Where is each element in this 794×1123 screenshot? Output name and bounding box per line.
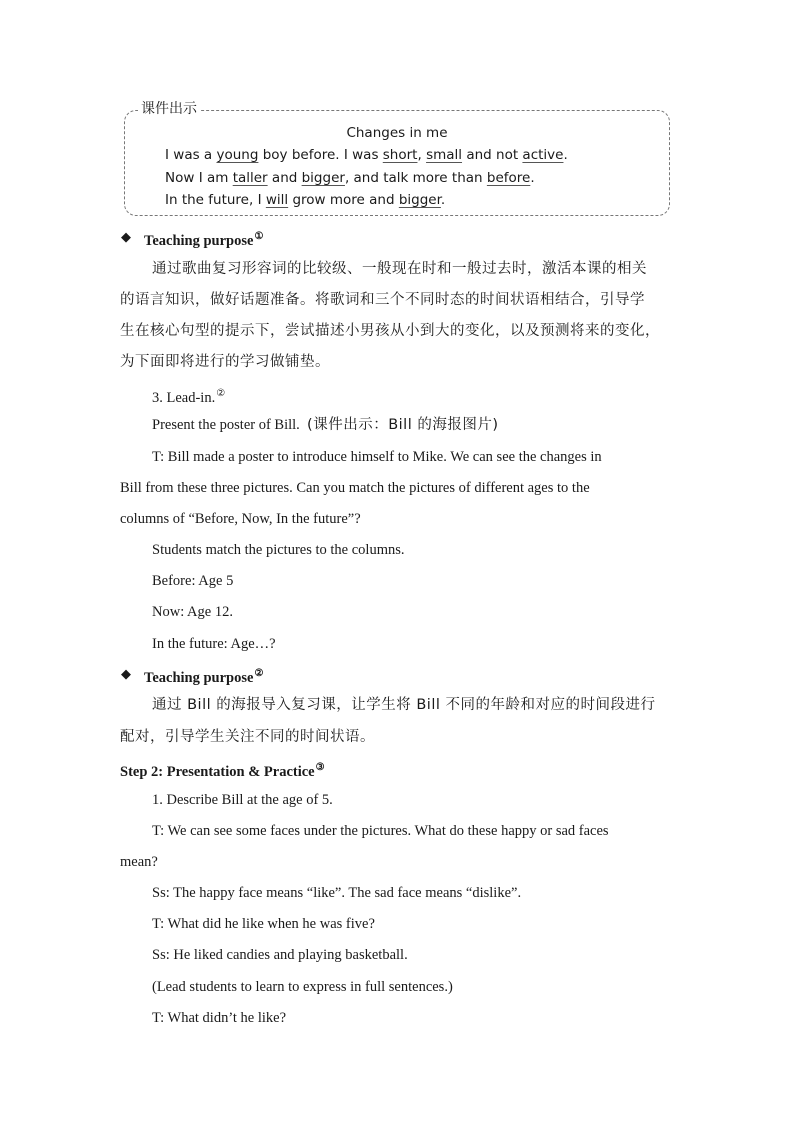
students-match-line: Students match the pictures to the columns. [152,542,405,558]
teacher-line-1: T: Bill made a poster to introduce himself to Mike. We can see the changes in [152,449,602,465]
teaching-purpose-heading-1: Teaching purpose① [144,231,264,249]
teacher-question-like: T: What did he like when he was five? [152,916,375,932]
courseware-title: Changes in me [346,125,448,141]
purpose-2-line-1: 通过 Bill 的海报导入复习课，让学生将 Bill 不同的年龄和对应的时间段进行 [152,697,656,713]
teaching-purpose-heading-2: Teaching purpose② [144,668,264,686]
teacher-question-dislike: T: What didn’t he like? [152,1010,287,1026]
before-age-line: Before: Age 5 [152,573,234,589]
present-poster-line: Present the poster of Bill. (课件出示：Bill 的海报图片) [152,417,499,433]
song-line-2: Now I am taller and bigger, and talk more than before. [165,170,535,186]
purpose-2-line-2: 配对，引导学生关注不同的时间状语。 [120,729,375,745]
now-age-line: Now: Age 12. [152,604,233,620]
diamond-bullet-icon: ◆ [121,666,131,681]
lead-students-note: (Lead students to learn to express in full sentences.) [152,979,453,995]
song-line-1: I was a young boy before. I was short, small and not active. [165,147,568,163]
teacher-line-3: columns of “Before, Now, In the future”? [120,511,361,527]
purpose-1-line-3: 生在核心句型的提示下，尝试描述小男孩从小到大的变化，以及预测将来的变化， [120,323,660,339]
future-age-line: In the future: Age…? [152,636,276,652]
students-answer-like: Ss: He liked candies and playing basketball. [152,947,408,963]
lead-in-heading: 3. Lead-in.② [152,388,226,406]
purpose-1-line-4: 为下面即将进行的学习做铺垫。 [120,354,330,370]
purpose-1-line-2: 的语言知识，做好话题准备。将歌词和三个不同时态的时间状语相结合，引导学 [120,292,645,308]
step-2-heading: Step 2: Presentation & Practice③ [120,762,325,780]
song-line-3: In the future, I will grow more and bigger. [165,192,446,208]
diamond-bullet-icon: ◆ [121,229,131,244]
teacher-faces-line-1: T: We can see some faces under the pictures. What do these happy or sad faces [152,823,609,839]
teacher-faces-line-2: mean? [120,854,158,870]
students-faces-line: Ss: The happy face means “like”. The sad face means “dislike”. [152,885,522,901]
teacher-line-2: Bill from these three pictures. Can you match the pictures of different ages to the [120,480,590,496]
describe-bill-line: 1. Describe Bill at the age of 5. [152,792,333,808]
purpose-1-line-1: 通过歌曲复习形容词的比较级、一般现在时和一般过去时，激活本课的相关 [152,261,647,277]
courseware-box-label: 课件出示 [138,100,200,118]
